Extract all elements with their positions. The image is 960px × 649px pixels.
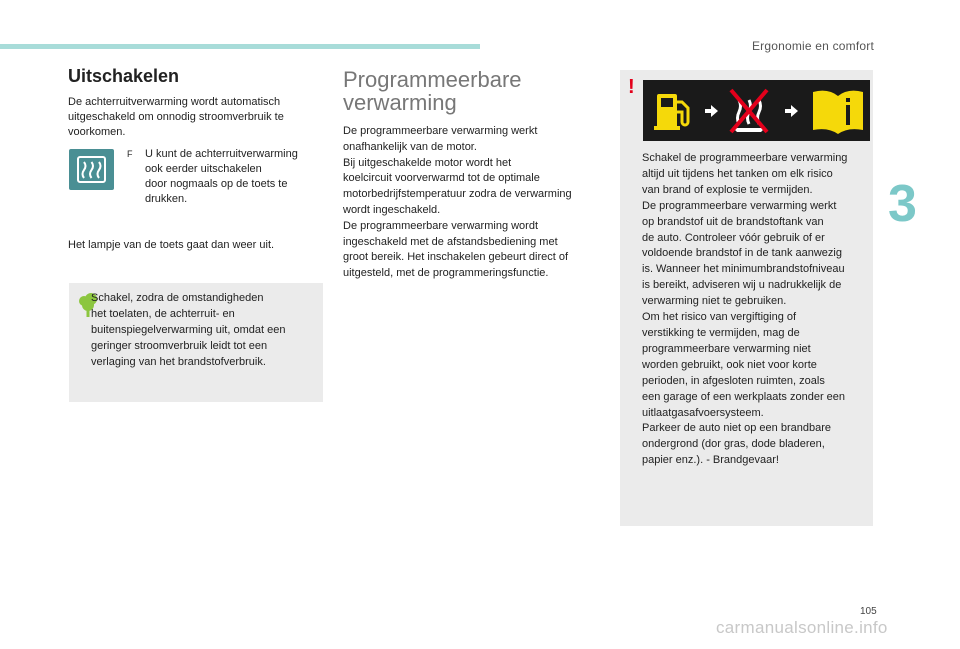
warning-line: uitlaatgasafvoersysteem. bbox=[642, 406, 764, 419]
warning-line: is. Wanneer het minimumbrandstofniveau bbox=[642, 263, 845, 276]
fuel-pump-icon bbox=[654, 94, 688, 130]
body-line: onafhankelijk van de motor. bbox=[343, 140, 477, 153]
heading-line: Programmeerbare bbox=[343, 67, 522, 92]
warning-line: is bereikt, adviseren wij u nadrukkelijk de bbox=[642, 279, 842, 292]
bullet-line: door nogmaals op de toets te bbox=[145, 178, 288, 190]
warning-line: voldoende brandstof in de tank aanwezig bbox=[642, 247, 842, 260]
warning-line: van brand of explosie te vermijden. bbox=[642, 183, 813, 196]
warning-line: Schakel de programmeerbare verwarming bbox=[642, 152, 848, 164]
page-number: 105 bbox=[860, 606, 877, 617]
warning-line: verstikking te vermijden, mag de bbox=[642, 326, 800, 339]
warning-line: perioden, in afgesloten ruimten, zoals bbox=[642, 374, 825, 387]
arrow-right-icon bbox=[705, 105, 718, 117]
eco-tip-box bbox=[69, 283, 323, 402]
eco-line: Schakel, zodra de omstandigheden bbox=[91, 292, 264, 304]
warning-box bbox=[620, 70, 873, 526]
heater-crossed-icon bbox=[731, 90, 767, 132]
body-line: koelcircuit voorverwarmd tot de optimale bbox=[343, 172, 540, 185]
body-line: Bij uitgeschakelde motor wordt het bbox=[343, 156, 512, 169]
manual-book-icon bbox=[813, 91, 863, 134]
warning-line: op brandstof uit de brandstoftank van bbox=[642, 215, 824, 228]
warning-line: een garage of een werkplaats zonder een bbox=[642, 390, 846, 403]
body-line: wordt ingeschakeld. bbox=[343, 203, 441, 216]
warning-icon: ! bbox=[628, 76, 635, 98]
bullet-line: drukken. bbox=[145, 193, 188, 205]
lamp-text: Het lampje van de toets gaat dan weer uit. bbox=[68, 239, 275, 251]
warning-line: programmeerbare verwarming niet bbox=[642, 342, 811, 355]
warning-line: papier enz.). - Brandgevaar! bbox=[642, 454, 779, 467]
header-accent-bar bbox=[0, 44, 480, 49]
section-title: Ergonomie en comfort bbox=[751, 39, 874, 53]
warning-line: Om het risico van vergiftiging of bbox=[642, 311, 797, 324]
watermark: carmanualsonline.info bbox=[716, 618, 888, 637]
eco-tip-text bbox=[91, 290, 321, 370]
refuelling-warning-pictogram bbox=[643, 80, 870, 141]
warning-line: De programmeerbare verwarming werkt bbox=[642, 199, 837, 212]
intro-line: voorkomen. bbox=[68, 126, 126, 138]
body-line: ingeschakeld met de afstandsbediening met bbox=[343, 235, 558, 248]
eco-line: geringer stroomverbruik leidt tot een bbox=[91, 340, 268, 352]
bullet-line: U kunt de achterruitverwarming bbox=[145, 148, 298, 160]
intro-line: uitgeschakeld om onnodig stroomverbruik te bbox=[68, 111, 284, 123]
body-line: De programmeerbare verwarming wordt bbox=[343, 219, 539, 232]
body-line: groot bereik. Het inschakelen gebeurt direct of bbox=[343, 251, 569, 264]
eco-line: het toelaten, de achterruit- en bbox=[91, 308, 235, 320]
bullet-marker: F bbox=[127, 149, 133, 159]
bullet-item bbox=[127, 147, 317, 207]
warning-line: Parkeer de auto niet op een brandbare bbox=[642, 422, 831, 435]
heading-programmeerbare-verwarming bbox=[343, 68, 593, 114]
body-line: motorbedrijfstemperatuur zodra de verwarming bbox=[343, 188, 572, 201]
eco-line: verlaging van het brandstofverbruik. bbox=[91, 356, 266, 368]
warning-line: de auto. Controleer vóór gebruik of er bbox=[642, 231, 825, 244]
programmable-heating-paragraph bbox=[343, 124, 605, 282]
body-line: uitgesteld, met de programmeringsfunctie. bbox=[343, 267, 549, 280]
heading-line: verwarming bbox=[343, 90, 457, 115]
warning-line: worden gebruikt, ook niet voor korte bbox=[642, 358, 817, 371]
warning-line: altijd uit tijdens het tanken om elk risico bbox=[642, 167, 833, 180]
heading-uitschakelen: Uitschakelen bbox=[68, 66, 180, 86]
intro-line: De achterruitverwarming wordt automatisch bbox=[68, 96, 281, 108]
bullet-line: ook eerder uitschakelen bbox=[145, 163, 262, 175]
chapter-number: 3 bbox=[888, 175, 917, 233]
intro-paragraph bbox=[68, 95, 323, 140]
body-line: De programmeerbare verwarming werkt bbox=[343, 125, 538, 137]
eco-line: buitenspiegelverwarming uit, omdat een bbox=[91, 324, 286, 336]
arrow-right-icon bbox=[785, 105, 798, 117]
warning-line: verwarming niet te gebruiken. bbox=[642, 295, 787, 308]
warning-line: ondergrond (dor gras, dode bladeren, bbox=[642, 438, 825, 451]
rear-window-defrost-icon bbox=[69, 149, 114, 190]
warning-text bbox=[642, 151, 870, 469]
